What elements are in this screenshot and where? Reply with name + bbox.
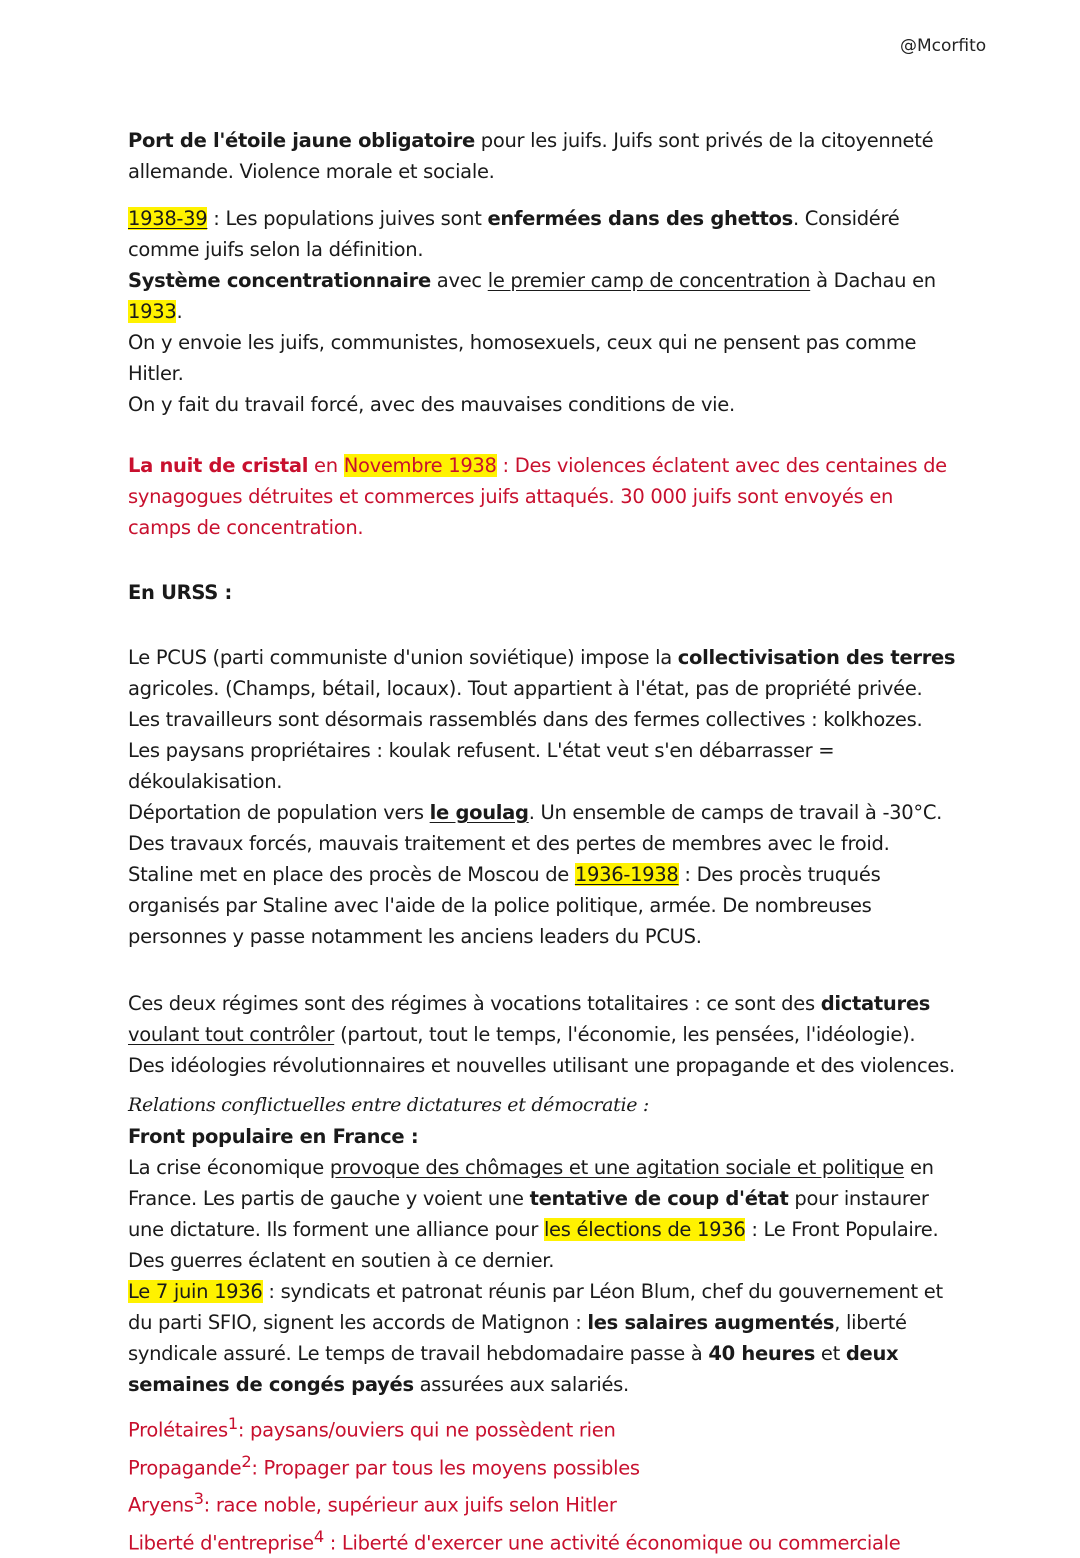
glossary-definition: : Liberté d'exercer une activité économique ou commerciale <box>324 1531 901 1554</box>
text: : Des procès truqués organisés par Staline avec l'aide de la police politique, armée. De nombreuses personnes y passe notamment les anciens leaders du PCUS. <box>128 863 880 948</box>
glossary-term: Propagande <box>128 1456 241 1479</box>
bold-term: Système concentrationnaire <box>128 269 431 292</box>
author-handle: @Mcorfito <box>900 36 986 56</box>
footnote-number: 2 <box>241 1452 251 1471</box>
glossary-item <box>128 1483 958 1521</box>
bold-term: dictatures <box>821 992 930 1015</box>
paragraph-urss <box>128 642 958 952</box>
glossary-item <box>128 1408 958 1446</box>
text: assurées aux salariés. <box>414 1373 629 1396</box>
glossary-term: Aryens <box>128 1494 194 1517</box>
footnote-number: 3 <box>194 1489 204 1508</box>
glossary-definition: : race noble, supérieur aux juifs selon Hitler <box>204 1494 617 1517</box>
text: Des guerres éclatent en soutien à ce dernier. <box>128 1249 554 1272</box>
text: : Le Front Populaire. <box>745 1218 938 1241</box>
glossary-item <box>128 1521 958 1558</box>
highlighted-date: 1938-39 <box>128 207 207 230</box>
paragraph-crystal-night <box>128 450 958 543</box>
text: : syndicats et patronat réunis par Léon Blum, chef du gouvernement et du parti SFIO, signent les accords de Matignon : <box>128 1280 943 1334</box>
underlined-text: le premier camp de concentration <box>488 269 810 292</box>
bold-term: La nuit de cristal <box>128 454 308 477</box>
section-heading: Front populaire en France : <box>128 1125 418 1148</box>
paragraph-yellow-star <box>128 125 958 187</box>
text: pour les juifs. Juifs sont privés de la citoyenneté allemande. Violence morale et sociale. <box>128 129 933 183</box>
glossary-definition: : Propager par tous les moyens possibles <box>251 1456 639 1479</box>
text: avec <box>431 269 488 292</box>
text: . Un ensemble de camps de travail à -30°C. <box>529 801 942 824</box>
text: Les travailleurs sont désormais rassemblés dans des fermes collectives : kolkhozes. <box>128 708 922 731</box>
glossary-term: Liberté d'entreprise <box>128 1531 314 1554</box>
text: . Considéré comme juifs selon la définition. <box>128 207 900 261</box>
heading-front-populaire <box>128 1121 958 1152</box>
underlined-text: provoque des chômages et une agitation sociale et politique <box>330 1156 904 1179</box>
bold-term: collectivisation des terres <box>678 646 955 669</box>
text: La crise économique <box>128 1156 330 1179</box>
bold-term: 40 heures <box>708 1342 815 1365</box>
highlighted-date: Le 7 juin 1936 <box>128 1280 263 1303</box>
text: Ces deux régimes sont des régimes à vocations totalitaires : ce sont des <box>128 992 821 1015</box>
text: Déportation de population vers <box>128 801 430 824</box>
bold-term: Port de l'étoile jaune obligatoire <box>128 129 475 152</box>
bold-term: les salaires augmentés <box>587 1311 834 1334</box>
underlined-text: voulant tout contrôler <box>128 1023 334 1046</box>
highlighted-date: 1933 <box>128 300 176 323</box>
section-heading: En URSS : <box>128 581 232 604</box>
relations-title <box>128 1089 958 1121</box>
glossary <box>128 1408 958 1558</box>
bold-term: deux semaines de congés payés <box>128 1342 898 1396</box>
notes-body <box>128 125 958 1558</box>
text: (partout, tout le temps, l'économie, les pensées, l'idéologie). <box>334 1023 915 1046</box>
text: On y envoie les juifs, communistes, homosexuels, ceux qui ne pensent pas comme Hitler. <box>128 331 916 385</box>
text: : Des violences éclatent avec des centaines de synagogues détruites et commerces juifs attaqués. 30 000 juifs sont envoyés en camps de concentration. <box>128 454 947 539</box>
bold-term: enfermées dans des ghettos <box>487 207 793 230</box>
text: Le PCUS (parti communiste d'union soviétique) impose la <box>128 646 678 669</box>
text: pour instaurer une dictature. Ils forment une alliance pour <box>128 1187 929 1241</box>
glossary-term: Prolétaires <box>128 1419 228 1442</box>
text: Les paysans propriétaires : koulak refusent. L'état veut s'en débarrasser = dékoulakisation. <box>128 739 834 793</box>
text: , liberté syndicale assuré. Le temps de travail hebdomadaire passe à <box>128 1311 907 1365</box>
paragraph-front-populaire <box>128 1152 958 1400</box>
text: : Les populations juives sont <box>207 207 487 230</box>
bold-term: tentative de coup d'état <box>530 1187 789 1210</box>
highlighted-date: les élections de 1936 <box>544 1218 746 1241</box>
text: Des travaux forcés, mauvais traitement et des pertes de membres avec le froid. <box>128 832 890 855</box>
text: à Dachau en <box>810 269 936 292</box>
highlighted-date: 1936-1938 <box>575 863 679 886</box>
text: en France. Les partis de gauche y voient une <box>128 1156 934 1210</box>
glossary-definition: : paysans/ouviers qui ne possèdent rien <box>238 1419 616 1442</box>
text: Staline met en place des procès de Moscou de <box>128 863 575 886</box>
footnote-number: 4 <box>314 1527 324 1546</box>
paragraph-totalitarian <box>128 988 958 1081</box>
text: et <box>815 1342 846 1365</box>
paragraph-ghettos <box>128 203 958 265</box>
handwritten-title: Relations conflictuelles entre dictatures et démocratie : <box>128 1094 649 1116</box>
bold-term: le goulag <box>430 801 529 824</box>
text: On y fait du travail forcé, avec des mauvaises conditions de vie. <box>128 393 735 416</box>
text: . <box>176 300 182 323</box>
highlighted-date: Novembre 1938 <box>344 454 497 477</box>
text: en <box>308 454 344 477</box>
text: Des idéologies révolutionnaires et nouvelles utilisant une propagande et des violences. <box>128 1054 955 1077</box>
glossary-item <box>128 1446 958 1484</box>
text: agricoles. (Champs, bétail, locaux). Tout appartient à l'état, pas de propriété privée. <box>128 677 922 700</box>
paragraph-concentration-system <box>128 265 958 420</box>
heading-urss <box>128 577 958 608</box>
footnote-number: 1 <box>228 1414 238 1433</box>
